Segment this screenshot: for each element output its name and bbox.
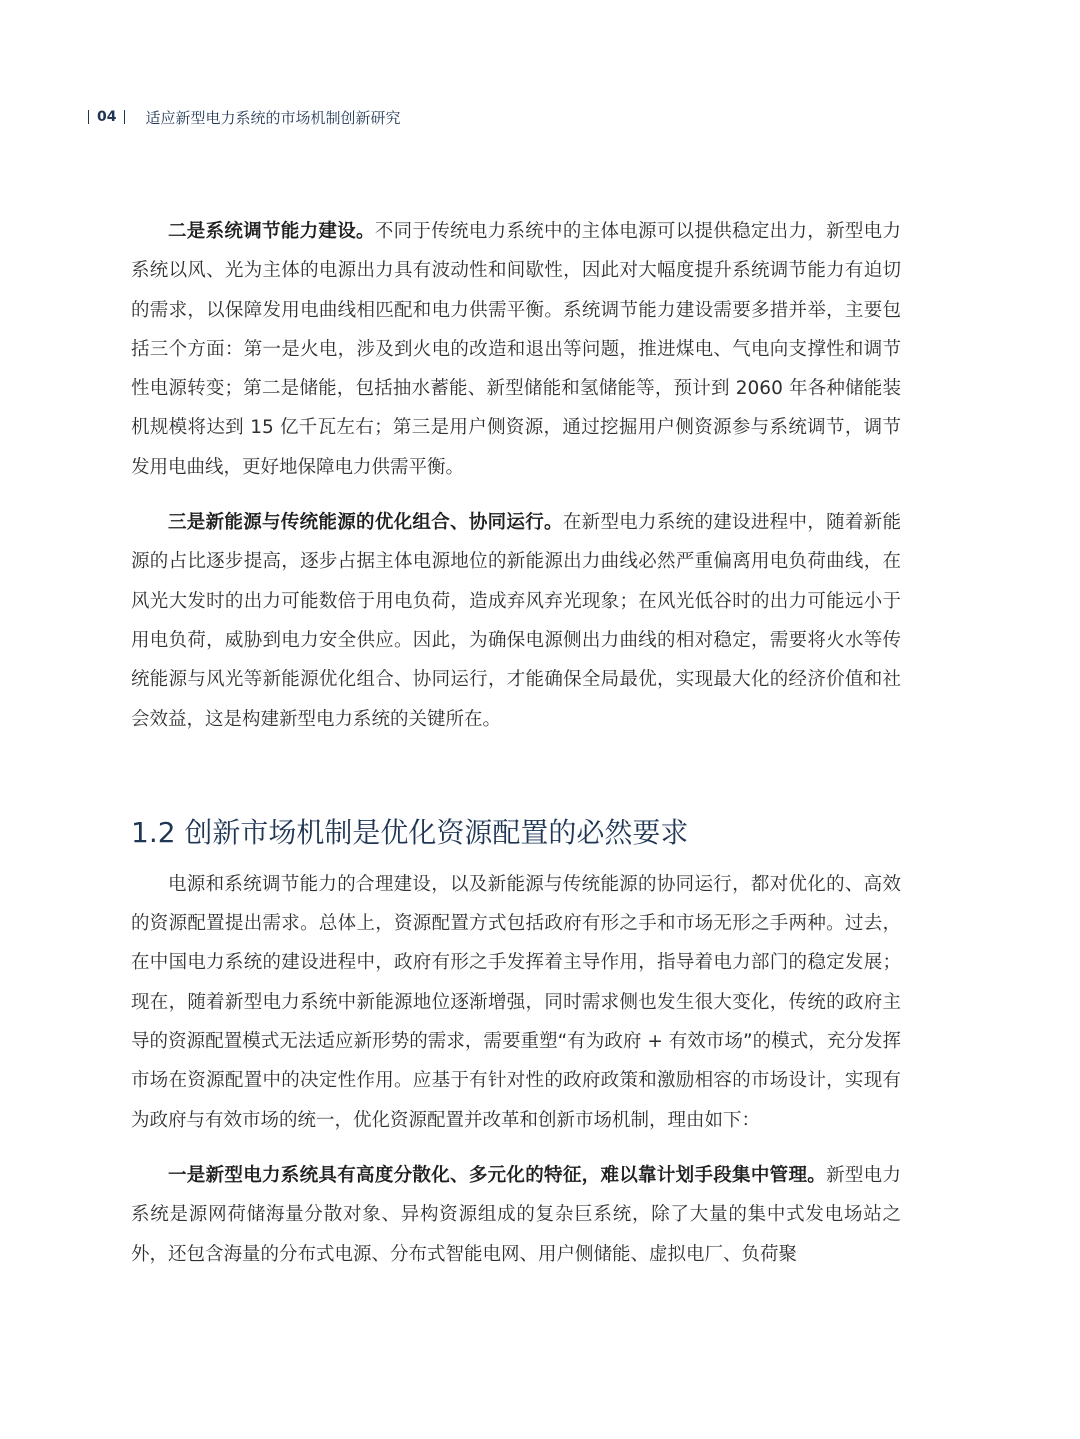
- document-title: 适应新型电力系统的市场机制创新研究: [145, 108, 401, 127]
- running-header: [88, 106, 401, 128]
- paragraph-lead: 一是新型电力系统具有高度分散化、多元化的特征，难以靠计划手段集中管理。: [168, 1164, 827, 1186]
- paragraph-decentralization: [131, 1156, 901, 1274]
- section-intro-paragraph: 电源和系统调节能力的合理建设，以及新能源与传统能源的协同运行，都对优化的、高效的资源配置提出需求。总体上，资源配置方式包括政府有形之手和市场无形之手两种。过去，在中国电力系统的建设进程中，政府有形之手发挥着主导作用，指导着电力部门的稳定发展；现在，随着新型电力系统中新能源地位逐渐增强，同时需求侧也发生很大变化，传统的政府主导的资源配置模式无法适应新形势的需求，需要重塑“有为政府 + 有效市场”的模式，充分发挥市场在资源配置中的决定性作用。应基于有针对性的政府政策和激励相容的市场设计，实现有为政府与有效市场的统一，优化资源配置并改革和创新市场机制，理由如下：: [131, 873, 901, 1131]
- paragraph-body: 在新型电力系统的建设进程中，随着新能源的占比逐步提高，逐步占据主体电源地位的新能源出力曲线必然严重偏离用电负荷曲线，在风光大发时的出力可能数倍于用电负荷，造成弃风弃光现象；在风光低谷时的出力可能远小于用电负荷，威胁到电力安全供应。因此，为确保电源侧出力曲线的相对稳定，需要将火水等传统能源与风光等新能源优化组合、协同运行，才能确保全局最优，实现最大化的经济价值和社会效益，这是构建新型电力系统的关键所在。: [131, 512, 901, 730]
- header-divider-right: [124, 110, 125, 124]
- main-content: [131, 212, 901, 1274]
- paragraph-lead: 三是新能源与传统能源的优化组合、协同运行。: [168, 512, 563, 534]
- paragraph-energy-coordination: [131, 503, 901, 739]
- page-number: 04: [97, 109, 117, 125]
- paragraph-body: 不同于传统电力系统中的主体电源可以提供稳定出力，新型电力系统以风、光为主体的电源出力具有波动性和间歇性，因此对大幅度提升系统调节能力有迫切的需求，以保障发用电曲线相匹配和电力供需平衡。系统调节能力建设需要多措并举，主要包括三个方面：第一是火电，涉及到火电的改造和退出等问题，推进煤电、气电向支撑性和调节性电源转变；第二是储能，包括抽水蓄能、新型储能和氢储能等，预计到 2060 年各种储能装机规模将达到 15 亿千瓦左右；第三是用户侧资源，通过挖掘用户侧资源参与系统调节，调节发用电曲线，更好地保障电力供需平衡。: [131, 221, 901, 478]
- header-divider-left: [88, 110, 89, 124]
- paragraph-system-regulation: [131, 212, 901, 487]
- paragraph-lead: 二是系统调节能力建设。: [168, 221, 375, 242]
- section-heading: 1.2 创新市场机制是优化资源配置的必然要求: [131, 815, 689, 849]
- paragraph-body: 新型电力系统是源网荷储海量分散对象、异构资源组成的复杂巨系统，除了大量的集中式发电场站之外，还包含海量的分布式电源、分布式智能电网、用户侧储能、虚拟电厂、负荷聚: [131, 1164, 901, 1265]
